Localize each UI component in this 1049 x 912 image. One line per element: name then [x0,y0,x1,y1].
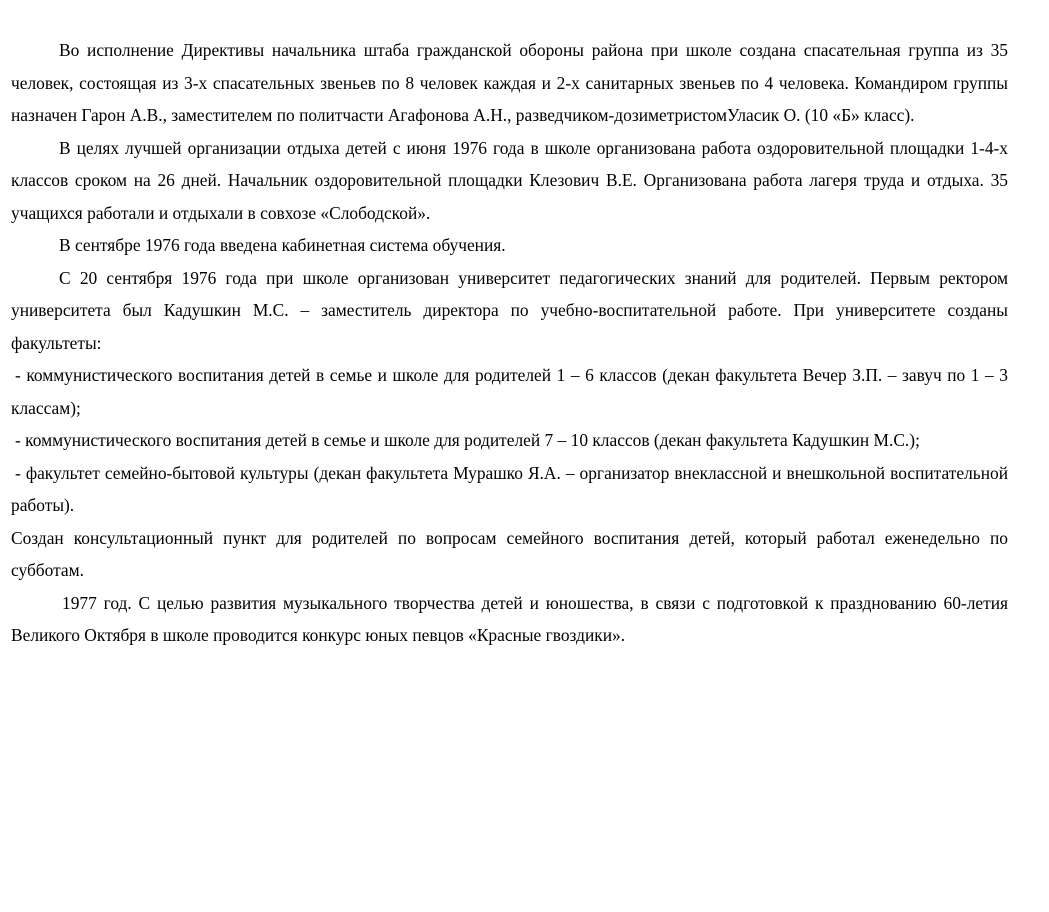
paragraph-consultation: Создан консультационный пункт для родителей по вопросам семейного воспитания детей, который работал еженедельно по субботам. [11,527,1008,580]
faculty-list-item: - коммунистического воспитания детей в семье и школе для родителей 1 – 6 классов (декан факультета Вечер З.П. – завуч по 1 – 3 классам); [11,365,1008,418]
paragraph-rescue-group: Во исполнение Директивы начальника штаба гражданской обороны района при школе создана спасательная группа из 35 человек, состоящая из 3-х спасательных звеньев по 8 человек каждая и 2-х санитарных звеньев по 4 человека. Командиром группы назначен Гарон А.В., заместителем по политчасти Агафонова А.Н., разведчиком-дозиметристомУласик О. (10 «Б» класс). [11,40,1008,125]
faculty-list-item: - факультет семейно-бытовой культуры (декан факультета Мурашко Я.А. – организатор внеклассной и внешкольной воспитательной работы). [11,462,1008,515]
paragraph-parents-university: С 20 сентября 1976 года при школе организован университет педагогических знаний для родителей. Первым ректором университета был Кадушкин М.С. – заместитель директора по учебно-воспитательной работе. При университете созданы факультеты: [11,267,1008,353]
paragraph-1977-contest: 1977 год. С целью развития музыкального творчества детей и юношества, в связи с подготовкой к празднованию 60-летия Великого Октября в школе проводится конкурс юных певцов «Красные гвоздики». [11,592,1008,645]
document-page [11,34,1008,652]
paragraph-summer-camp: В целях лучшей организации отдыха детей с июня 1976 года в школе организована работа оздоровительной площадки 1-4-х классов сроком на 26 дней. Начальник оздоровительной площадки Клезович В.Е. Организована работа лагеря труда и отдыха. 35 учащихся работали и отдыхали в совхозе «Слободской». [11,137,1008,223]
paragraph-cabinet-system: В сентябре 1976 года введена кабинетная система обучения. [59,235,506,255]
faculty-list-item: - коммунистического воспитания детей в семье и школе для родителей 7 – 10 классов (декан факультета Кадушкин М.С.); [15,430,920,450]
